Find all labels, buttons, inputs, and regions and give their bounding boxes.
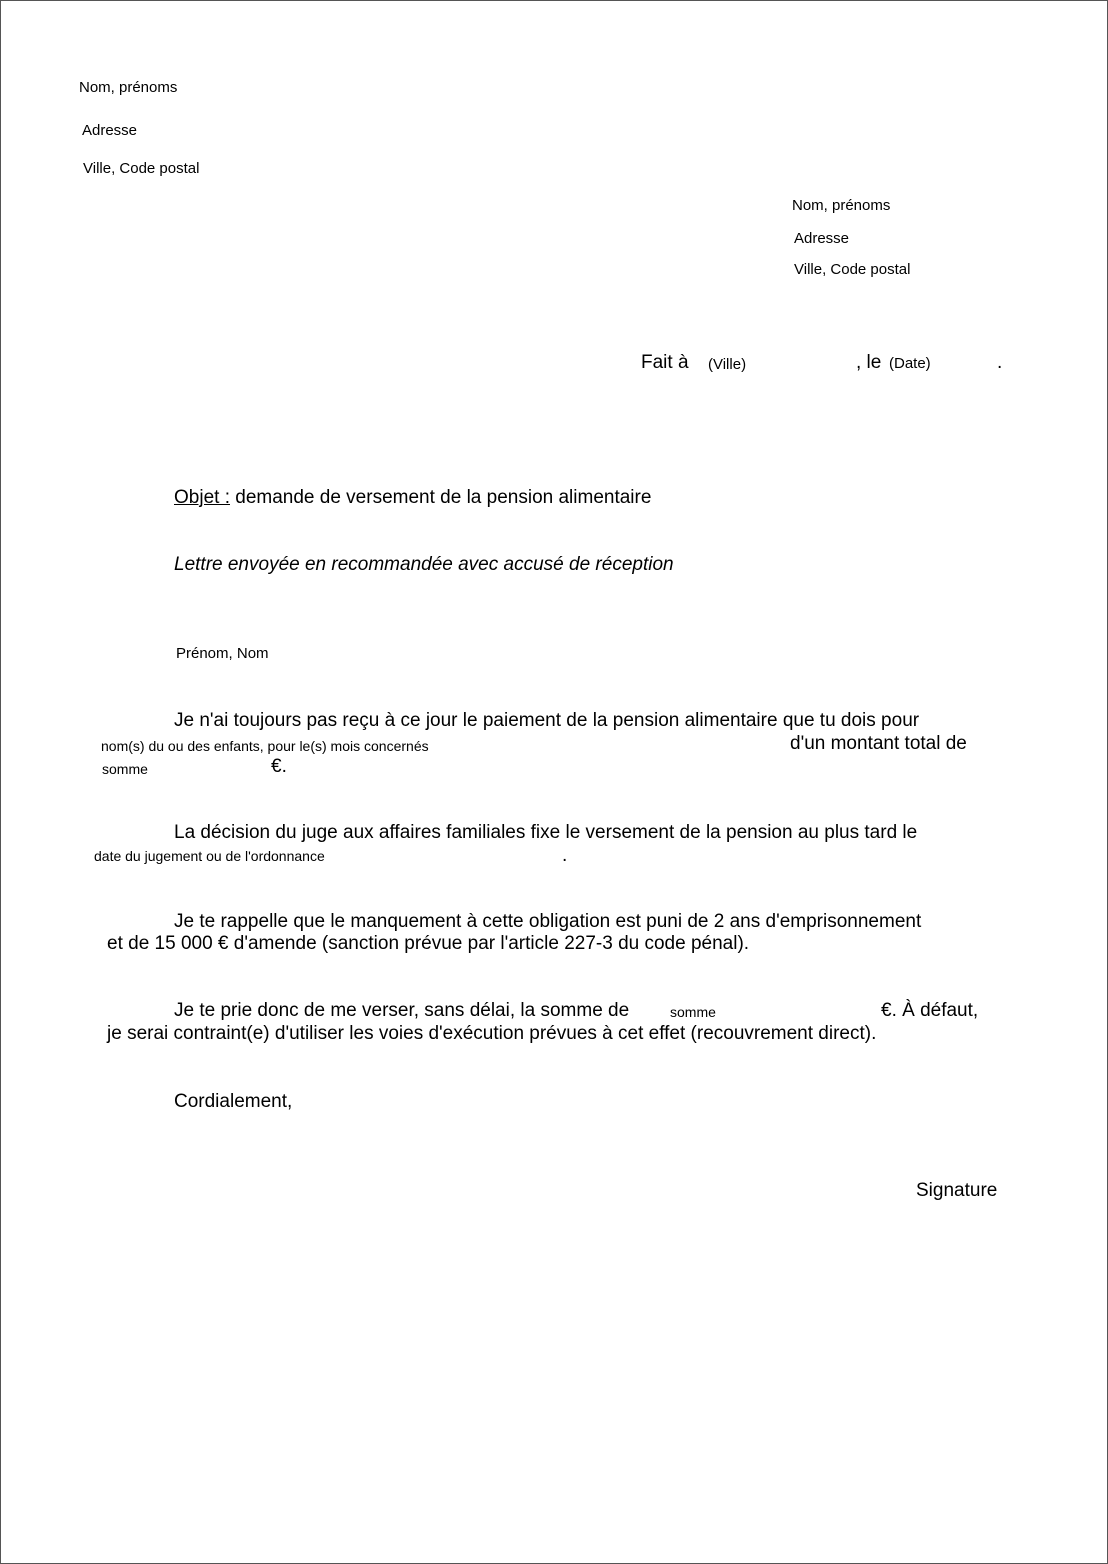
place-date-end: . [997,352,1003,373]
date-separator: , le [856,352,882,373]
place-city-field[interactable]: (Ville) [708,356,747,373]
paragraph1-line2-end: d'un montant total de [790,733,967,754]
subject-label: Objet : [174,487,230,508]
sender-city-field[interactable]: Ville, Code postal [83,160,200,177]
salutation-name-field[interactable]: Prénom, Nom [176,645,269,662]
paragraph2-end: . [562,845,568,866]
children-months-field[interactable]: nom(s) du ou des enfants, pour le(s) mois concernés [101,738,429,754]
total-amount-field[interactable]: somme [102,761,148,777]
paragraph4-line1-start: Je te prie donc de me verser, sans délai, la somme de [174,1000,630,1021]
paragraph3-line1: Je te rappelle que le manquement à cette obligation est puni de 2 ans d'emprisonnement [174,911,922,932]
paragraph4-line2: je serai contraint(e) d'utiliser les voies d'exécution prévues à cet effet (recouvrement direct). [107,1023,877,1044]
sender-name-field[interactable]: Nom, prénoms [79,79,178,96]
recipient-name-field[interactable]: Nom, prénoms [792,197,891,214]
paragraph4-line1-end: €. À défaut, [881,1000,979,1021]
sending-mode: Lettre envoyée en recommandée avec accusé de réception [174,554,674,575]
paragraph1-line1: Je n'ai toujours pas reçu à ce jour le paiement de la pension alimentaire que tu dois pour [174,710,920,731]
paragraph3-line2: et de 15 000 € d'amende (sanction prévue par l'article 227-3 du code pénal). [107,933,750,954]
paragraph2-line1: La décision du juge aux affaires familiales fixe le versement de la pension au plus tard le [174,822,918,843]
judgment-date-field[interactable]: date du jugement ou de l'ordonnance [94,848,325,864]
date-field[interactable]: (Date) [889,355,931,372]
recipient-address-field[interactable]: Adresse [794,230,850,247]
requested-amount-field[interactable]: somme [670,1004,716,1020]
recipient-city-field[interactable]: Ville, Code postal [794,261,911,278]
signature-field[interactable]: Signature [916,1180,998,1201]
subject-line [174,487,651,509]
place-prefix: Fait à [641,352,689,373]
closing-text: Cordialement, [174,1091,293,1112]
subject-text: demande de versement de la pension alimentaire [235,487,652,508]
sender-address-field[interactable]: Adresse [82,122,138,139]
paragraph1-currency: €. [271,756,287,777]
